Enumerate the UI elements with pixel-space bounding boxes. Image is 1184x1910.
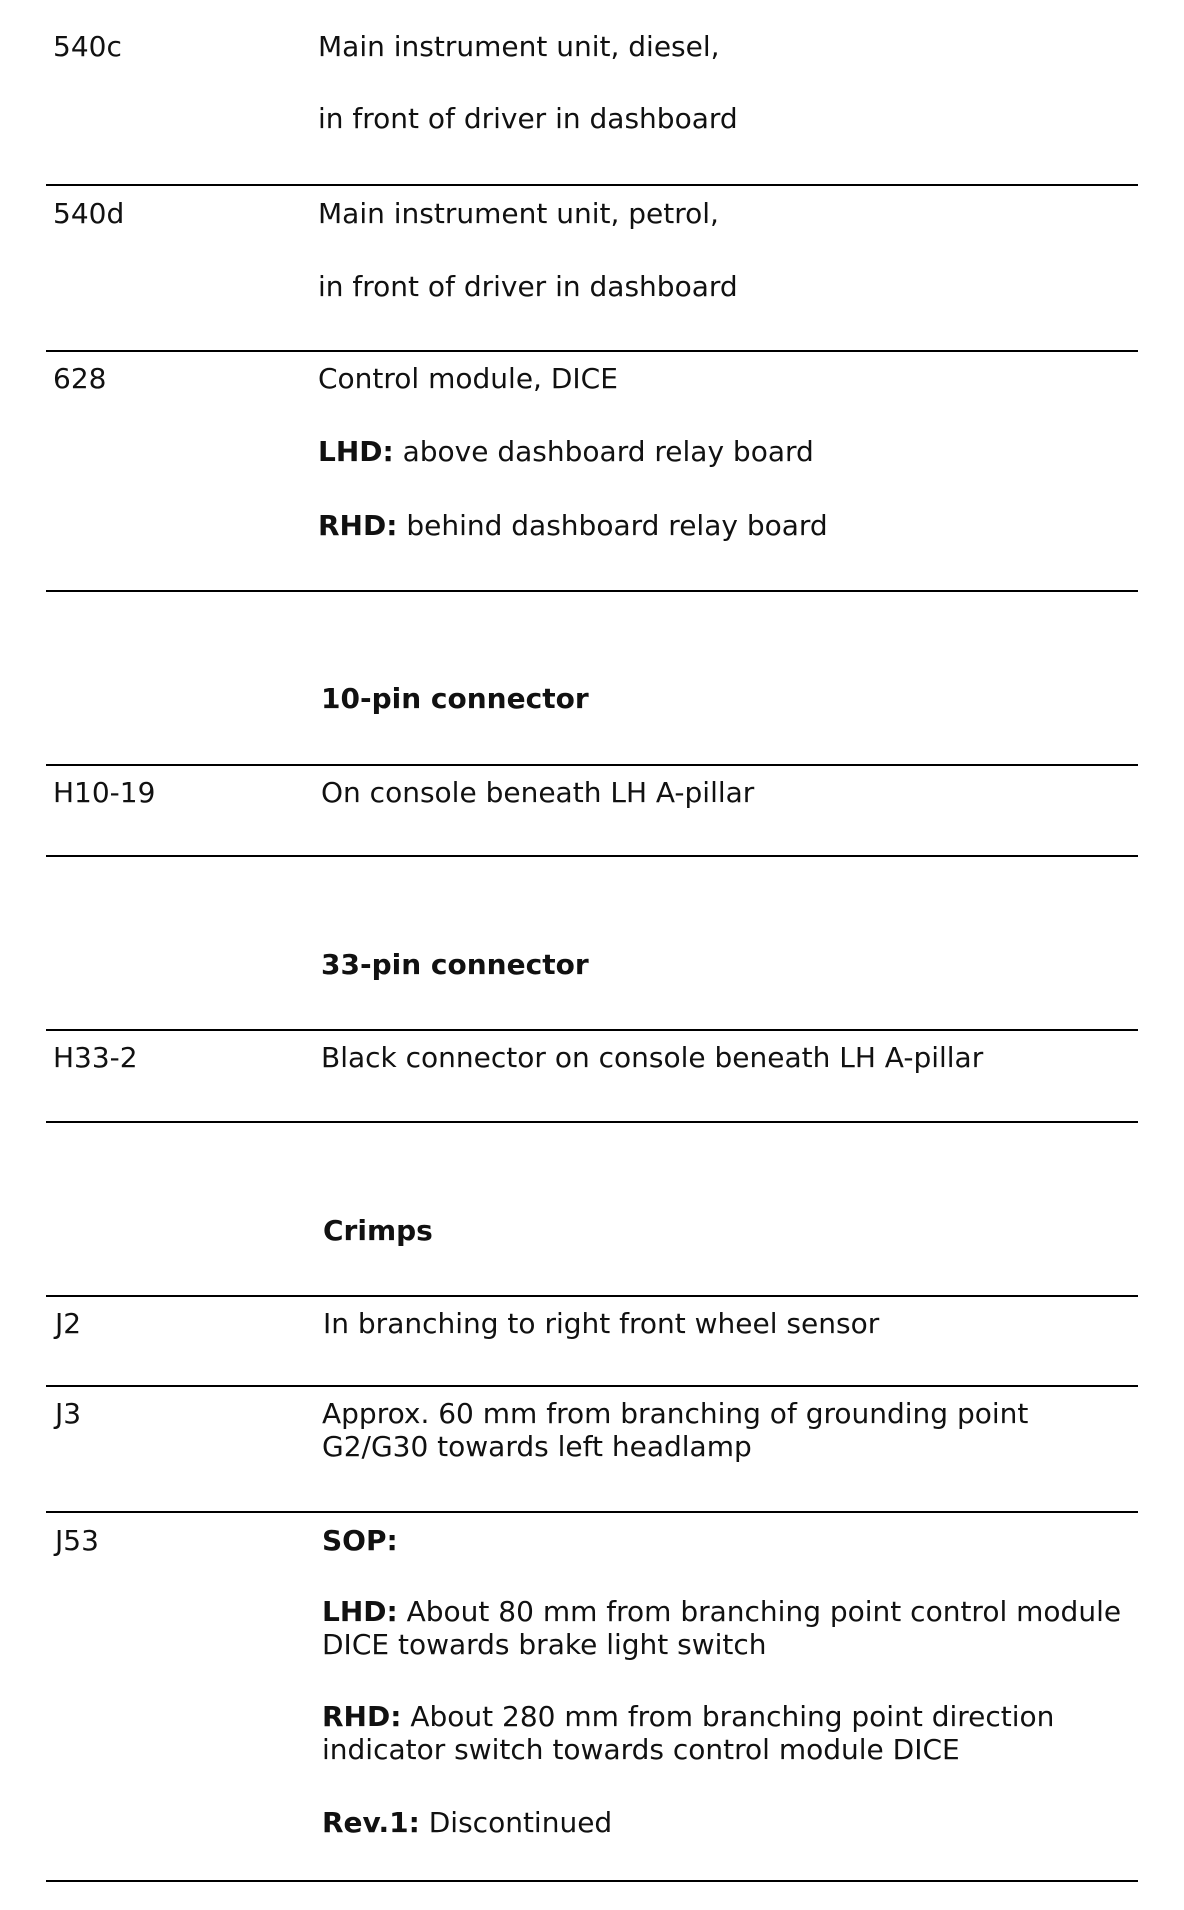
section-heading-33-pin: 33-pin connector [321,948,589,981]
row-divider [46,350,1138,352]
row-divider [46,1385,1138,1387]
lhd-location-block [322,1595,1138,1661]
section-heading-crimps: Crimps [323,1214,433,1247]
crimp-code-j3: J3 [55,1397,82,1430]
revision-label: Rev.1: [322,1806,420,1839]
component-description-line: Main instrument unit, diesel, [318,30,720,63]
lhd-label: LHD: [322,1595,398,1628]
rhd-location-line [318,509,828,543]
row-divider [46,1295,1138,1297]
rhd-text: behind dashboard relay board [397,509,828,542]
row-divider [46,1029,1138,1031]
lhd-text: About 80 mm from branching point control module DICE towards brake light switch [322,1595,1122,1661]
lhd-label: LHD: [318,435,394,468]
crimp-code-j2: J2 [55,1307,82,1340]
component-code-540d: 540d [53,197,125,230]
connector-code-h33-2: H33-2 [53,1041,138,1074]
crimp-location: Approx. 60 mm from branching of grounding point G2/G30 towards left headlamp [322,1397,1029,1463]
crimp-location: In branching to right front wheel sensor [323,1307,880,1340]
rhd-label: RHD: [322,1700,402,1733]
component-location-line: in front of driver in dashboard [318,102,738,135]
row-divider [46,1511,1138,1513]
component-location-line: in front of driver in dashboard [318,270,738,303]
row-divider [46,1121,1138,1123]
sop-heading [322,1524,398,1558]
row-divider [46,1880,1138,1882]
sop-label: SOP: [322,1524,398,1557]
row-divider [46,764,1138,766]
rhd-text: About 280 mm from branching point direction indicator switch towards control module DICE [322,1700,1055,1766]
connector-code-h10-19: H10-19 [53,776,156,809]
revision-line [322,1806,612,1840]
connector-location: Black connector on console beneath LH A-pillar [321,1041,984,1074]
rhd-label: RHD: [318,509,398,542]
component-code-540c: 540c [53,30,122,63]
connector-location: On console beneath LH A-pillar [321,776,755,809]
component-code-628: 628 [53,362,107,395]
crimp-code-j53: J53 [55,1524,99,1557]
row-divider [46,590,1138,592]
section-heading-10-pin: 10-pin connector [321,682,589,715]
rhd-location-block [322,1700,1138,1766]
component-description-line: Main instrument unit, petrol, [318,197,719,230]
revision-text: Discontinued [419,1806,613,1839]
row-divider [46,855,1138,857]
row-divider [46,184,1138,186]
lhd-location-line [318,435,814,469]
lhd-text: above dashboard relay board [393,435,814,468]
component-description-line: Control module, DICE [318,362,618,395]
